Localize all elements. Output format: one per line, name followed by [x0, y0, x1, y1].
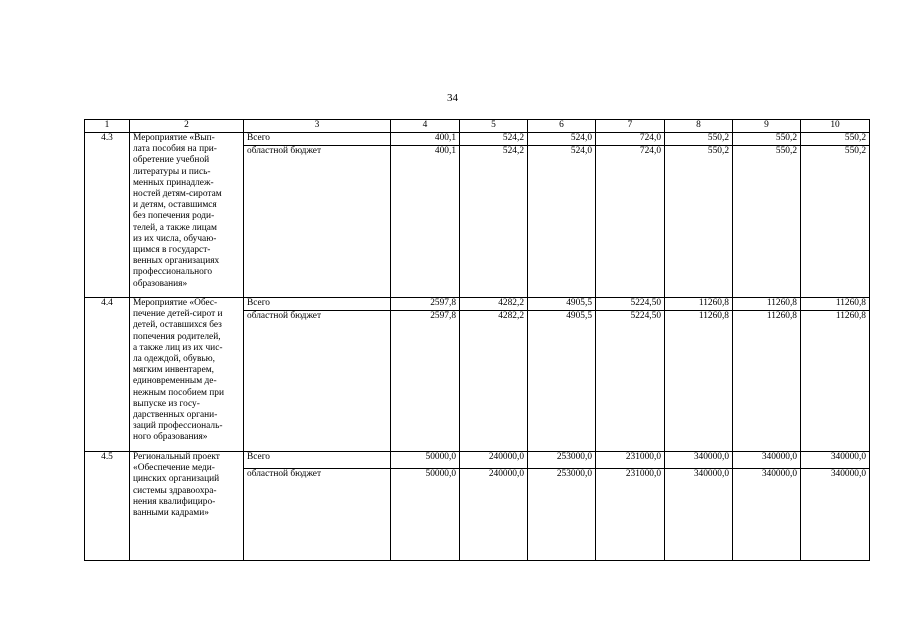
value-cell: 340000,0: [665, 469, 733, 561]
header-cell: 10: [801, 120, 870, 133]
item-name-line: попечения родителей,: [133, 331, 221, 342]
page-number: 34: [447, 92, 458, 104]
value-cell: 524,2: [460, 133, 528, 146]
value-cell: 524,0: [528, 146, 596, 298]
item-name-line: а также лиц из их чис-: [133, 342, 223, 353]
item-name-line: цинских организаций: [133, 474, 220, 485]
item-name-line: и детям, оставшимся: [133, 200, 217, 211]
value-cell: 5224,50: [596, 311, 665, 452]
value-cell: 340000,0: [801, 469, 870, 561]
funding-source: Всего: [244, 452, 391, 469]
item-name-line: ного образования»: [133, 432, 208, 443]
table-row: [85, 133, 870, 146]
item-name-line: дарственных органи-: [133, 410, 218, 421]
value-cell: 550,2: [801, 146, 870, 298]
value-cell: 550,2: [665, 146, 733, 298]
table-header-row: [85, 120, 870, 133]
value-cell: 724,0: [596, 146, 665, 298]
funding-source: областной бюджет: [244, 311, 391, 452]
item-number: 4.3: [85, 133, 130, 298]
item-name-line: системы здравоохра-: [133, 485, 217, 496]
value-cell: 340000,0: [733, 452, 801, 469]
value-cell: 4905,5: [528, 298, 596, 311]
item-name-line: литературы и пись-: [133, 166, 211, 177]
item-name-line: без попечения роди-: [133, 211, 215, 222]
item-name-line: щимся в государст-: [133, 245, 211, 256]
item-name-line: нения квалифициро-: [133, 496, 216, 507]
item-number: 4.5: [85, 452, 130, 561]
value-cell: 340000,0: [733, 469, 801, 561]
item-name-line: обретение учебной: [133, 155, 210, 166]
item-name: [130, 133, 244, 298]
value-cell: 11260,8: [733, 311, 801, 452]
budget-table: [84, 119, 870, 561]
table-row: [85, 452, 870, 469]
header-cell: 2: [130, 120, 244, 133]
item-name: [130, 452, 244, 561]
value-cell: 50000,0: [391, 469, 460, 561]
item-name-line: профессионального: [133, 267, 213, 278]
value-cell: 340000,0: [801, 452, 870, 469]
value-cell: 400,1: [391, 146, 460, 298]
header-cell: 3: [244, 120, 391, 133]
value-cell: 240000,0: [460, 452, 528, 469]
item-name-line: менных принадлеж-: [133, 177, 214, 188]
value-cell: 4905,5: [528, 311, 596, 452]
item-name-line: единовременным де-: [133, 376, 217, 387]
item-name-line: мягким инвентарем,: [133, 365, 215, 376]
value-cell: 550,2: [733, 133, 801, 146]
value-cell: 231000,0: [596, 469, 665, 561]
value-cell: 253000,0: [528, 469, 596, 561]
header-cell: 4: [391, 120, 460, 133]
value-cell: 11260,8: [801, 311, 870, 452]
item-name-line: заций профессиональ-: [133, 421, 223, 432]
item-name-line: печение детей-сирот и: [133, 309, 223, 320]
header-cell: 6: [528, 120, 596, 133]
value-cell: 11260,8: [665, 311, 733, 452]
value-cell: 11260,8: [733, 298, 801, 311]
value-cell: 50000,0: [391, 452, 460, 469]
item-name-line: образования»: [133, 278, 188, 289]
value-cell: 340000,0: [665, 452, 733, 469]
value-cell: 5224,50: [596, 298, 665, 311]
value-cell: 724,0: [596, 133, 665, 146]
value-cell: 550,2: [665, 133, 733, 146]
item-number: 4.4: [85, 298, 130, 452]
header-cell: 8: [665, 120, 733, 133]
value-cell: 11260,8: [801, 298, 870, 311]
value-cell: 550,2: [733, 146, 801, 298]
funding-source: Всего: [244, 298, 391, 311]
item-name-line: лата пособия на при-: [133, 144, 217, 155]
header-cell: 1: [85, 120, 130, 133]
item-name-line: «Обеспечение меди-: [133, 463, 215, 474]
item-name-line: Региональный проект: [133, 452, 220, 462]
value-cell: 11260,8: [665, 298, 733, 311]
value-cell: 524,2: [460, 146, 528, 298]
item-name-line: телей, а также лицам: [133, 222, 217, 233]
funding-source: областной бюджет: [244, 469, 391, 561]
value-cell: 4282,2: [460, 311, 528, 452]
header-cell: 5: [460, 120, 528, 133]
item-name-line: Мероприятие «Обес-: [133, 298, 218, 308]
value-cell: 2597,8: [391, 311, 460, 452]
value-cell: 240000,0: [460, 469, 528, 561]
value-cell: 2597,8: [391, 298, 460, 311]
item-name-line: ностей детям-сиротам: [133, 189, 222, 200]
header-cell: 9: [733, 120, 801, 133]
value-cell: 400,1: [391, 133, 460, 146]
header-cell: 7: [596, 120, 665, 133]
value-cell: 4282,2: [460, 298, 528, 311]
item-name-line: Мероприятие «Вып-: [133, 133, 215, 143]
item-name: [130, 298, 244, 452]
item-name-line: ванными кадрами»: [133, 508, 209, 519]
value-cell: 253000,0: [528, 452, 596, 469]
value-cell: 231000,0: [596, 452, 665, 469]
item-name-line: выпуске из госу-: [133, 398, 200, 409]
item-name-line: ла одеждой, обувью,: [133, 354, 216, 365]
table-row: [85, 298, 870, 311]
item-name-line: из их числа, обучаю-: [133, 233, 217, 244]
funding-source: Всего: [244, 133, 391, 146]
funding-source: областной бюджет: [244, 146, 391, 298]
value-cell: 524,0: [528, 133, 596, 146]
item-name-line: детей, оставшихся без: [133, 320, 222, 331]
item-name-line: нежным пособием при: [133, 387, 224, 398]
item-name-line: венных организациях: [133, 256, 220, 267]
value-cell: 550,2: [801, 133, 870, 146]
